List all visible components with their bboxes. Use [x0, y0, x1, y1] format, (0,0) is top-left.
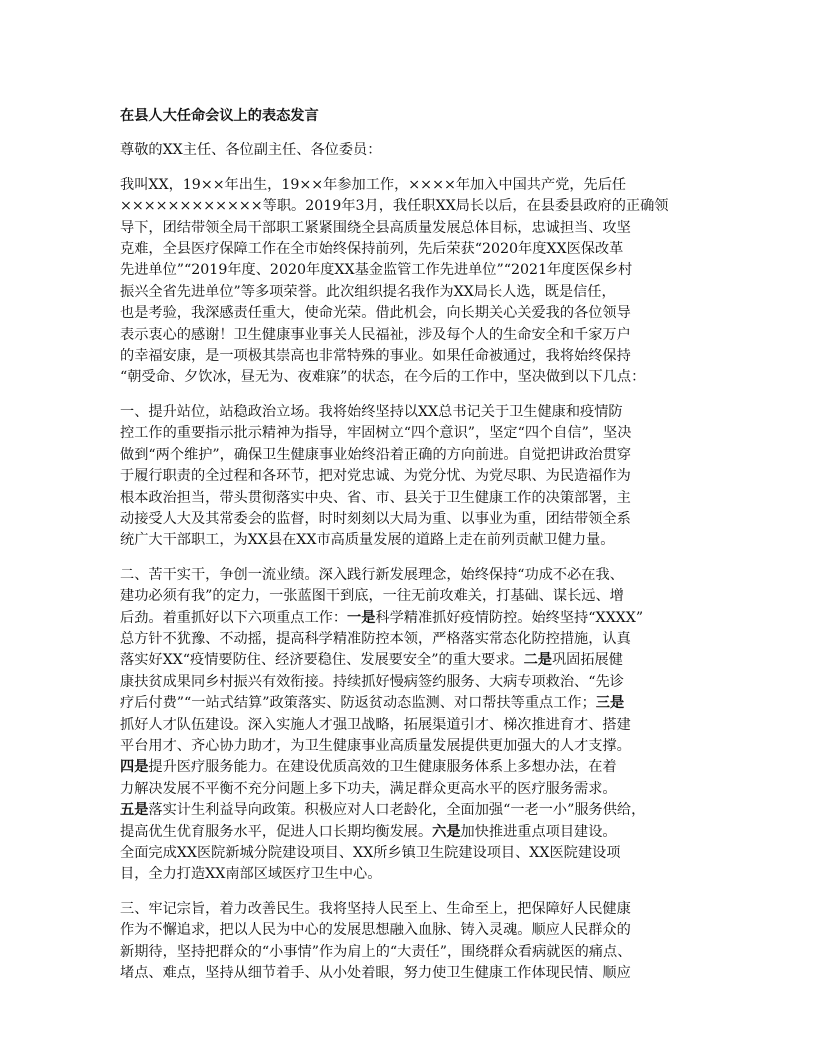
keyword-sixth: 六是	[432, 823, 461, 840]
section-1-line: 做到“两个维护”，确保卫生健康事业始终沿着正确的方向前进。自觉把讲政治贯穿	[120, 446, 632, 463]
section-2-line: 力解决发展不平衡不充分问题上多下功夫，满足群众更高水平的医疗服务需求。	[120, 780, 617, 797]
intro-line: 导下，团结带领全局干部职工紧紧围绕全县高质量发展总体目标，忠诚担当、攻坚	[120, 219, 631, 236]
keyword-fifth: 五是	[120, 802, 149, 819]
intro-line: 先进单位”“2019年度、2020年度XX基金监管工作先进单位”“2021年度医保乡村	[120, 262, 633, 279]
section-3-paragraph	[120, 899, 704, 985]
intro-line: ××××××××××××等职。2019年3月，我任职XX局长以后，在县委县政府的正确领	[120, 198, 669, 215]
section-2-text: 提高优生优育服务水平，促进人口长期均衡发展。	[120, 823, 433, 840]
section-2-text: 加快推进重点项目建设。	[460, 823, 617, 840]
section-2-line: 建功必须有我”的定力，一张蓝图干到底，一往无前攻难关，打基础、谋长远、增	[120, 588, 624, 605]
intro-line: 表示衷心的感谢！卫生健康事业事关人民福祉，涉及每个人的生命安全和千家万户	[120, 326, 631, 343]
section-2-line: 二、苦干实干，争创一流业绩。深入践行新发展理念，始终保持“功成不必在我、	[120, 566, 624, 583]
intro-line: 的幸福安康，是一项极其崇高也非常特殊的事业。如果任命被通过，我将始终保持	[120, 348, 631, 365]
section-2-text: 落实好XX“疫情要防住、经济要稳住、发展要安全”的重大要求。	[120, 652, 524, 669]
section-2-line	[120, 608, 704, 629]
section-2-text: 科学精准抓好疫情防控。始终坚持“XXXX”	[375, 609, 644, 626]
section-2-line	[120, 757, 704, 778]
intro-paragraph	[120, 175, 704, 389]
section-1-line: 根本政治担当，带头贯彻落实中央、省、市、县关于卫生健康工作的决策部署，主	[120, 489, 631, 506]
section-1-line: 一、提升站位，站稳政治立场。我将始终坚持以XX总书记关于卫生健康和疫情防	[120, 403, 623, 420]
section-2-text: 落实计生利益导向政策。积极应对人口老龄化，全面加强“一老一小”服务供给，	[148, 802, 646, 819]
section-1-line: 统广大干部职工，为XX县在XX市高质量发展的道路上走在前列贡献卫健力量。	[120, 532, 615, 549]
section-3-line: 三、牢记宗旨，着力改善民生。我将坚持人民至上、生命至上，把保障好人民健康	[120, 900, 631, 917]
keyword-first: 一是	[347, 609, 376, 626]
intro-line: 我叫XX，19××年出生，19××年参加工作，××××年加入中国共产党，先后任	[120, 176, 627, 193]
section-3-line: 新期待，坚持把群众的“小事情”作为肩上的“大责任”，围绕群众看病就医的痛点、	[120, 943, 632, 960]
section-3-line: 作为不懈追求，把以人民为中心的发展思想融入血脉、铸入灵魂。顺应人民群众的	[120, 922, 631, 939]
section-2-paragraph	[120, 565, 704, 886]
section-2-line	[120, 693, 704, 714]
section-2-line: 抓好人才队伍建设。深入实施人才强卫战略，拓展渠道引才、梯次推进育才、搭建	[120, 716, 631, 733]
document-title: 在县人大任命会议上的表态发言	[120, 108, 319, 124]
section-1-paragraph	[120, 402, 704, 552]
keyword-third: 三是	[595, 695, 625, 712]
section-2-line	[120, 800, 704, 821]
intro-line: 振兴全省先进单位”等多项荣誉。此次组织提名我作为XX局长人选，既是信任，	[120, 283, 616, 300]
section-2-line: 平台用才、齐心协力助才，为卫生健康事业高质量发展提供更加强大的人才支撑。	[120, 737, 631, 754]
section-1-line: 于履行职责的全过程和各环节，把对党忠诚、为党分忧、为党尽职、为民造福作为	[120, 468, 631, 485]
section-2-line: 总方针不犹豫、不动摇，提高科学精准防控本领，严格落实常态化防控措施，认真	[120, 630, 631, 647]
section-1-line: 动接受人大及其常委会的监督，时时刻刻以大局为重、以事业为重，团结带领全系	[120, 510, 631, 527]
section-2-line: 全面完成XX医院新城分院建设项目、XX所乡镇卫生院建设项目、XX医院建设项	[120, 845, 621, 861]
section-2-text: 提升医疗服务能力。在建设优质高效的卫生健康服务体系上多想办法，在着	[148, 759, 617, 776]
section-3-line: 堵点、难点，坚持从细节着手、从小处着眼，努力使卫生健康工作体现民情、顺应	[120, 965, 631, 982]
keyword-fourth: 四是	[120, 759, 149, 776]
salutation: 尊敬的XX主任、各位副主任、各位委员：	[120, 142, 382, 159]
section-1-line: 控工作的重要指示批示精神为指导，牢固树立“四个意识”，坚定“四个自信”，坚决	[120, 425, 632, 442]
document-page	[120, 106, 704, 997]
keyword-second: 二是	[523, 652, 552, 669]
section-2-line: 康扶贫成果同乡村振兴有效衔接。持续抓好慢病签约服务、大病专项救治、“先诊	[120, 673, 624, 690]
section-2-text: 疗后付费”“一站式结算”政策落实、防返贫动态监测、对口帮扶等重点工作；	[120, 695, 596, 712]
section-2-line	[120, 822, 704, 843]
intro-line: 也是考验，我深感责任重大，使命光荣。借此机会，向长期关心关爱我的各位领导	[120, 305, 631, 322]
intro-line: 克难，全县医疗保障工作在全市始终保持前列，先后荣获“2020年度XX医保改革	[120, 241, 624, 258]
section-2-text: 后劲。着重抓好以下六项重点工作：	[120, 609, 348, 626]
section-2-line: 目，全力打造XX南部区域医疗卫生中心。	[120, 866, 382, 883]
section-2-text: 巩固拓展健	[551, 652, 623, 669]
intro-line: “朝受命、夕饮冰，昼无为、夜难寐”的状态，在今后的工作中，坚决做到以下几点：	[120, 369, 646, 386]
section-2-line	[120, 650, 704, 671]
